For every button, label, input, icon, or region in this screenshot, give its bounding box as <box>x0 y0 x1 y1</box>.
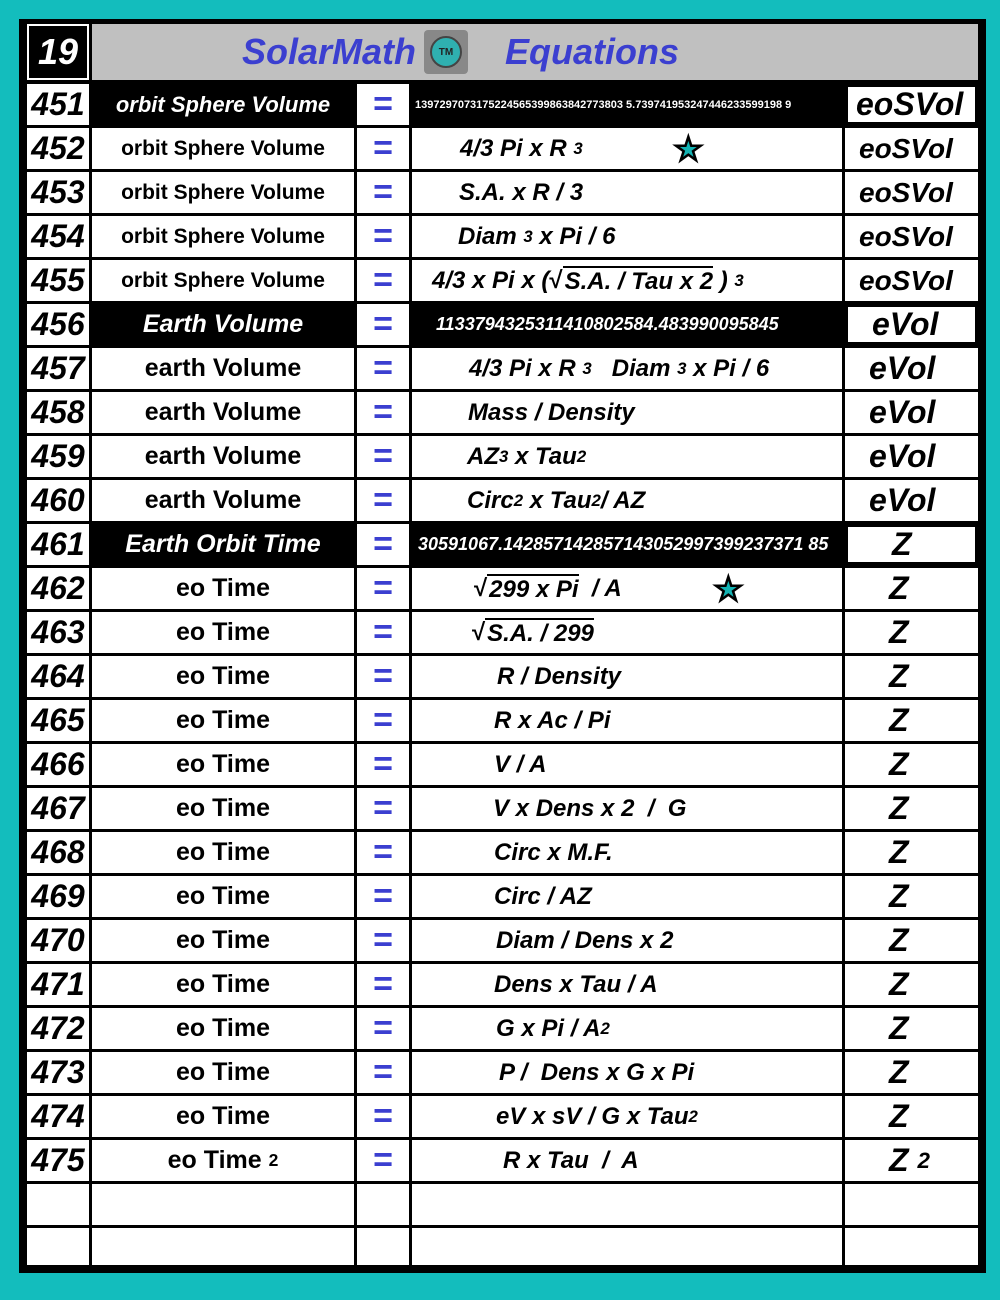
row-symbol: eVol <box>845 392 978 433</box>
row-label: eo Time <box>92 656 354 697</box>
exponent: 2 <box>600 1018 610 1038</box>
radicand: S.A. / 299 <box>487 619 594 647</box>
exponent: 3 <box>573 138 583 158</box>
row-symbol: eoSVol <box>845 216 978 257</box>
row-label: eo Time <box>92 788 354 829</box>
row-symbol: Z <box>845 524 978 565</box>
row-label: orbit Sphere Volume <box>92 216 354 257</box>
formula-text: G x Pi / A <box>496 1014 601 1042</box>
equals-sign: = <box>357 964 409 1005</box>
row-label: orbit Sphere Volume <box>92 128 354 169</box>
page-title-right: Equations <box>505 31 680 72</box>
logo-icon <box>424 30 468 74</box>
equals-sign: = <box>357 1140 409 1181</box>
row-symbol: Z <box>845 700 978 741</box>
exponent: 2 <box>576 446 587 466</box>
row-symbol: Z <box>845 964 978 1005</box>
page-number: 19 <box>27 24 89 80</box>
formula-text: 4/3 Pi x R <box>460 134 567 162</box>
row-formula: Circ x M.F. <box>412 832 842 873</box>
row-number: 463 <box>27 612 89 653</box>
row-number: 468 <box>27 832 89 873</box>
row-number: 462 <box>27 568 89 609</box>
sqrt-icon: √ <box>474 574 488 602</box>
row-number: 451 <box>27 84 89 125</box>
row-number: 453 <box>27 172 89 213</box>
row-symbol: Z <box>845 832 978 873</box>
row-number: 461 <box>27 524 89 565</box>
row-label: eo Time <box>92 568 354 609</box>
equals-sign: = <box>357 524 409 565</box>
row-value: 1397297073175224565399863842773803 5.739741953247446233599198 9 <box>412 84 842 125</box>
formula-text: 4/3 Pi x R <box>469 354 576 382</box>
table-row <box>19 301 986 345</box>
table-row <box>19 565 986 609</box>
empty-cell <box>357 1184 409 1225</box>
equals-sign: = <box>357 480 409 521</box>
row-formula <box>412 480 842 521</box>
row-formula <box>412 436 842 477</box>
star-icon: ★ <box>714 571 743 607</box>
table-row <box>19 169 986 213</box>
row-formula: V x Dens x 2 / G <box>412 788 842 829</box>
logo-text: TM <box>430 36 462 68</box>
title-bar <box>92 24 978 80</box>
equals-sign: = <box>357 656 409 697</box>
sqrt-icon: √ <box>472 618 486 646</box>
equals-sign: = <box>357 568 409 609</box>
table-row <box>19 741 986 785</box>
row-formula: R / Density <box>412 656 842 697</box>
equals-sign: = <box>357 1008 409 1049</box>
table-row <box>19 213 986 257</box>
row-number: 458 <box>27 392 89 433</box>
equals-sign: = <box>357 84 409 125</box>
row-label: orbit Sphere Volume <box>92 172 354 213</box>
equals-sign: = <box>357 612 409 653</box>
table-row <box>19 873 986 917</box>
close-paren: ) <box>719 266 728 294</box>
row-formula <box>412 128 842 169</box>
row-value: 30591067.142857142857143052997399237371 85 <box>412 524 842 565</box>
row-symbol: eoSVol <box>845 172 978 213</box>
formula-tail: / AZ <box>600 486 646 514</box>
row-formula <box>412 1096 842 1137</box>
row-label: orbit Sphere Volume <box>92 84 354 125</box>
exponent: 2 <box>688 1106 698 1126</box>
table-row <box>19 521 986 565</box>
row-symbol-text: Z <box>889 1142 909 1178</box>
row-formula: Mass / Density <box>412 392 842 433</box>
row-formula <box>412 216 842 257</box>
row-number: 459 <box>27 436 89 477</box>
table-row <box>19 609 986 653</box>
row-symbol: eoSVol <box>845 84 978 125</box>
equation-sheet <box>19 19 986 1273</box>
row-symbol: eVol <box>845 480 978 521</box>
equals-sign: = <box>357 436 409 477</box>
equals-sign: = <box>357 920 409 961</box>
row-label: eo Time <box>92 1052 354 1093</box>
empty-cell <box>27 1184 89 1225</box>
sqrt-icon: √ <box>549 266 563 294</box>
empty-cell <box>412 1184 842 1225</box>
table-row <box>19 81 986 125</box>
table-row <box>19 257 986 301</box>
equals-sign: = <box>357 260 409 301</box>
row-label: Earth Volume <box>92 304 354 345</box>
row-label: orbit Sphere Volume <box>92 260 354 301</box>
row-label: eo Time <box>92 1008 354 1049</box>
equals-sign: = <box>357 1096 409 1137</box>
table-row <box>19 477 986 521</box>
row-formula <box>412 1008 842 1049</box>
row-label: earth Volume <box>92 392 354 433</box>
row-number: 452 <box>27 128 89 169</box>
row-label: eo Time <box>92 876 354 917</box>
formula-mid: x Tau <box>529 486 592 514</box>
row-number: 465 <box>27 700 89 741</box>
table-row <box>19 389 986 433</box>
row-label: eo Time <box>92 832 354 873</box>
row-formula: R x Ac / Pi <box>412 700 842 741</box>
row-number: 467 <box>27 788 89 829</box>
row-symbol: Z <box>845 1052 978 1093</box>
row-symbol: eVol <box>845 304 978 345</box>
radicand: S.A. / Tau x 2 <box>564 267 714 295</box>
row-symbol: Z <box>845 656 978 697</box>
table-row <box>19 961 986 1005</box>
table-row <box>19 125 986 169</box>
equals-sign: = <box>357 216 409 257</box>
row-label: earth Volume <box>92 348 354 389</box>
row-label: eo Time <box>92 700 354 741</box>
table-row <box>19 1049 986 1093</box>
row-symbol: eVol <box>845 348 978 389</box>
table-row <box>19 1137 986 1181</box>
row-formula <box>412 568 842 609</box>
row-label: eo Time <box>92 612 354 653</box>
empty-cell <box>92 1184 354 1225</box>
table-row <box>19 785 986 829</box>
row-formula: V / A <box>412 744 842 785</box>
row-number: 470 <box>27 920 89 961</box>
exponent: 3 <box>734 270 744 290</box>
equals-sign: = <box>357 172 409 213</box>
row-label: Earth Orbit Time <box>92 524 354 565</box>
empty-cell <box>412 1228 842 1265</box>
table-row <box>19 829 986 873</box>
empty-cell <box>27 1228 89 1265</box>
empty-row <box>19 1181 986 1225</box>
formula-tail: x Pi / 6 <box>539 222 616 250</box>
row-symbol: eVol <box>845 436 978 477</box>
equals-sign: = <box>357 744 409 785</box>
equals-sign: = <box>357 304 409 345</box>
table-row <box>19 1093 986 1137</box>
row-label <box>92 1140 354 1181</box>
table-row <box>19 653 986 697</box>
exponent: 2 <box>268 1150 279 1170</box>
row-symbol: Z <box>845 568 978 609</box>
formula-alt: Diam <box>611 354 671 382</box>
row-formula: Dens x Tau / A <box>412 964 842 1005</box>
row-label: earth Volume <box>92 436 354 477</box>
exponent: 2 <box>917 1147 930 1173</box>
row-symbol: Z <box>845 920 978 961</box>
equals-sign: = <box>357 876 409 917</box>
row-symbol: Z <box>845 744 978 785</box>
row-number: 454 <box>27 216 89 257</box>
row-formula: Circ / AZ <box>412 876 842 917</box>
row-number: 469 <box>27 876 89 917</box>
equals-sign: = <box>357 392 409 433</box>
row-formula <box>412 260 842 301</box>
row-formula <box>412 612 842 653</box>
row-label: eo Time <box>92 744 354 785</box>
row-symbol: Z <box>845 612 978 653</box>
exponent: 2 <box>513 490 524 510</box>
exponent: 3 <box>523 226 533 246</box>
exponent: 3 <box>677 358 687 378</box>
row-symbol <box>845 1140 978 1181</box>
row-label-text: eo Time <box>167 1146 262 1174</box>
formula-text: AZ <box>467 442 499 470</box>
formula-text: Diam <box>458 222 517 250</box>
empty-cell <box>845 1184 978 1225</box>
row-number: 455 <box>27 260 89 301</box>
formula-tail: / A <box>591 574 622 602</box>
row-number: 471 <box>27 964 89 1005</box>
equals-sign: = <box>357 700 409 741</box>
row-label: eo Time <box>92 1096 354 1137</box>
equals-sign: = <box>357 832 409 873</box>
row-symbol: eoSVol <box>845 128 978 169</box>
exponent: 3 <box>582 358 592 378</box>
empty-cell <box>845 1228 978 1265</box>
table-row <box>19 697 986 741</box>
empty-cell <box>92 1228 354 1265</box>
formula-tail: x Tau <box>515 442 577 470</box>
row-number: 472 <box>27 1008 89 1049</box>
star-icon: ★ <box>674 131 703 167</box>
formula-text: Circ <box>467 486 514 514</box>
row-symbol: Z <box>845 1008 978 1049</box>
row-formula: P / Dens x G x Pi <box>412 1052 842 1093</box>
row-number: 460 <box>27 480 89 521</box>
radicand: 299 x Pi <box>489 575 579 603</box>
equals-sign: = <box>357 128 409 169</box>
page-title-left: SolarMath <box>242 31 417 72</box>
exponent: 2 <box>591 490 601 510</box>
empty-row <box>19 1225 986 1265</box>
row-number: 464 <box>27 656 89 697</box>
row-formula: R x Tau / A <box>412 1140 842 1181</box>
row-value: 1133794325311410802584.483990095845 <box>412 304 842 345</box>
row-symbol: Z <box>845 788 978 829</box>
row-number: 466 <box>27 744 89 785</box>
formula-tail: x Pi / 6 <box>693 354 770 382</box>
table-row <box>19 917 986 961</box>
equals-sign: = <box>357 788 409 829</box>
row-number: 474 <box>27 1096 89 1137</box>
row-number: 456 <box>27 304 89 345</box>
row-label: eo Time <box>92 920 354 961</box>
row-label: earth Volume <box>92 480 354 521</box>
equals-sign: = <box>357 348 409 389</box>
empty-cell <box>357 1228 409 1265</box>
row-number: 457 <box>27 348 89 389</box>
row-formula <box>412 348 842 389</box>
exponent: 3 <box>499 446 509 466</box>
row-symbol: eoSVol <box>845 260 978 301</box>
formula-text: 4/3 x Pi x ( <box>432 266 550 294</box>
row-label: eo Time <box>92 964 354 1005</box>
row-symbol: Z <box>845 1096 978 1137</box>
table-row <box>19 433 986 477</box>
row-formula: S.A. x R / 3 <box>412 172 842 213</box>
row-number: 473 <box>27 1052 89 1093</box>
row-number: 475 <box>27 1140 89 1181</box>
table-row <box>19 345 986 389</box>
row-symbol: Z <box>845 876 978 917</box>
equals-sign: = <box>357 1052 409 1093</box>
formula-text: eV x sV / G x Tau <box>496 1102 689 1130</box>
row-formula: Diam / Dens x 2 <box>412 920 842 961</box>
table-row <box>19 1005 986 1049</box>
